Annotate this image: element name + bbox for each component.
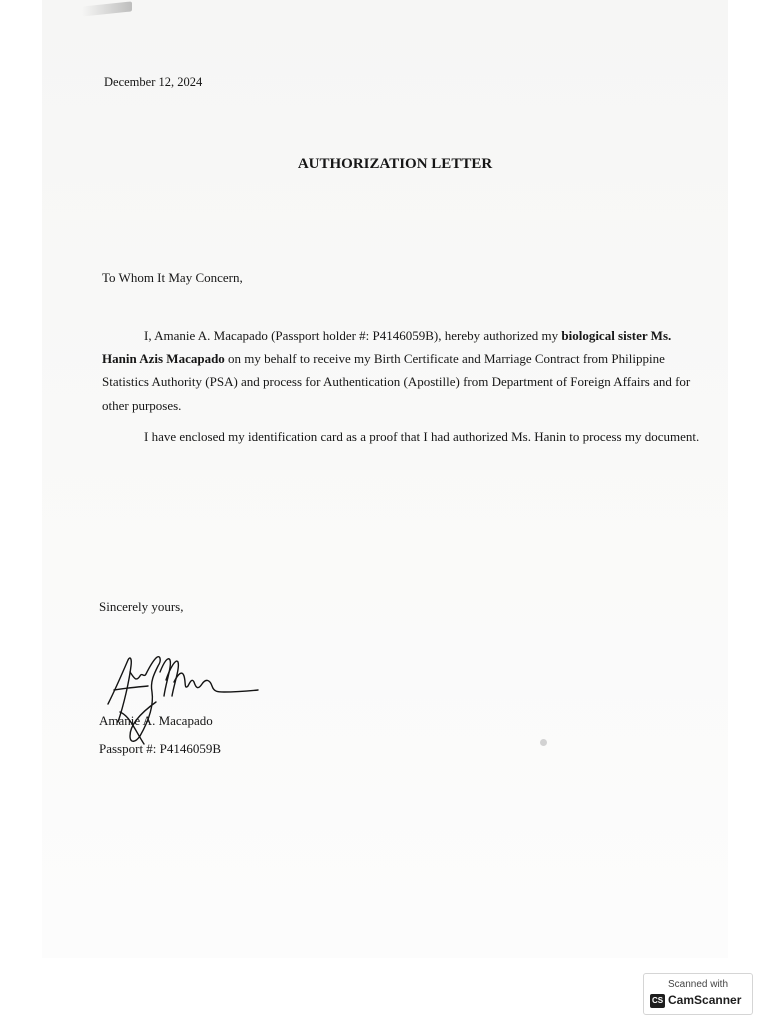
body-paragraph-2: [102, 425, 702, 448]
scan-dust-spot: [540, 739, 547, 746]
handwritten-signature: [100, 652, 270, 748]
passport-number: Passport #: P4146059B: [99, 741, 222, 756]
watermark-brand: CamScanner: [668, 993, 742, 1007]
salutation: To Whom It May Concern,: [102, 270, 243, 285]
paragraph-2-text: I have enclosed my identification card as a proof that I had authorized Ms. Hanin to process my document.: [144, 429, 700, 444]
letter-page: [42, 0, 728, 958]
letter-date: December 12, 2024: [104, 75, 203, 89]
camscanner-watermark: [643, 973, 753, 1015]
body-paragraph-1: [102, 324, 702, 417]
watermark-caption: Scanned with: [667, 979, 729, 990]
paragraph-1-text-end: on my behalf to receive my Birth Certificate and Marriage Contract from Philippine Statistics Authority (PSA) and process for Authentication (Apostille) from Department of Foreign Affairs and for other purposes.: [102, 351, 691, 413]
signatory-name: Amanie A. Macapado: [99, 713, 213, 728]
letter-title: AUTHORIZATION LETTER: [297, 156, 493, 172]
paragraph-1-text-start: I, Amanie A. Macapado (Passport holder #: P4146059B), hereby authorized my: [144, 328, 562, 343]
closing: Sincerely yours,: [99, 599, 184, 614]
paragraph-1-bold-text: biological sister Ms. Hanin Azis Macapado: [102, 328, 672, 367]
camscanner-logo-icon: CS: [650, 994, 665, 1008]
